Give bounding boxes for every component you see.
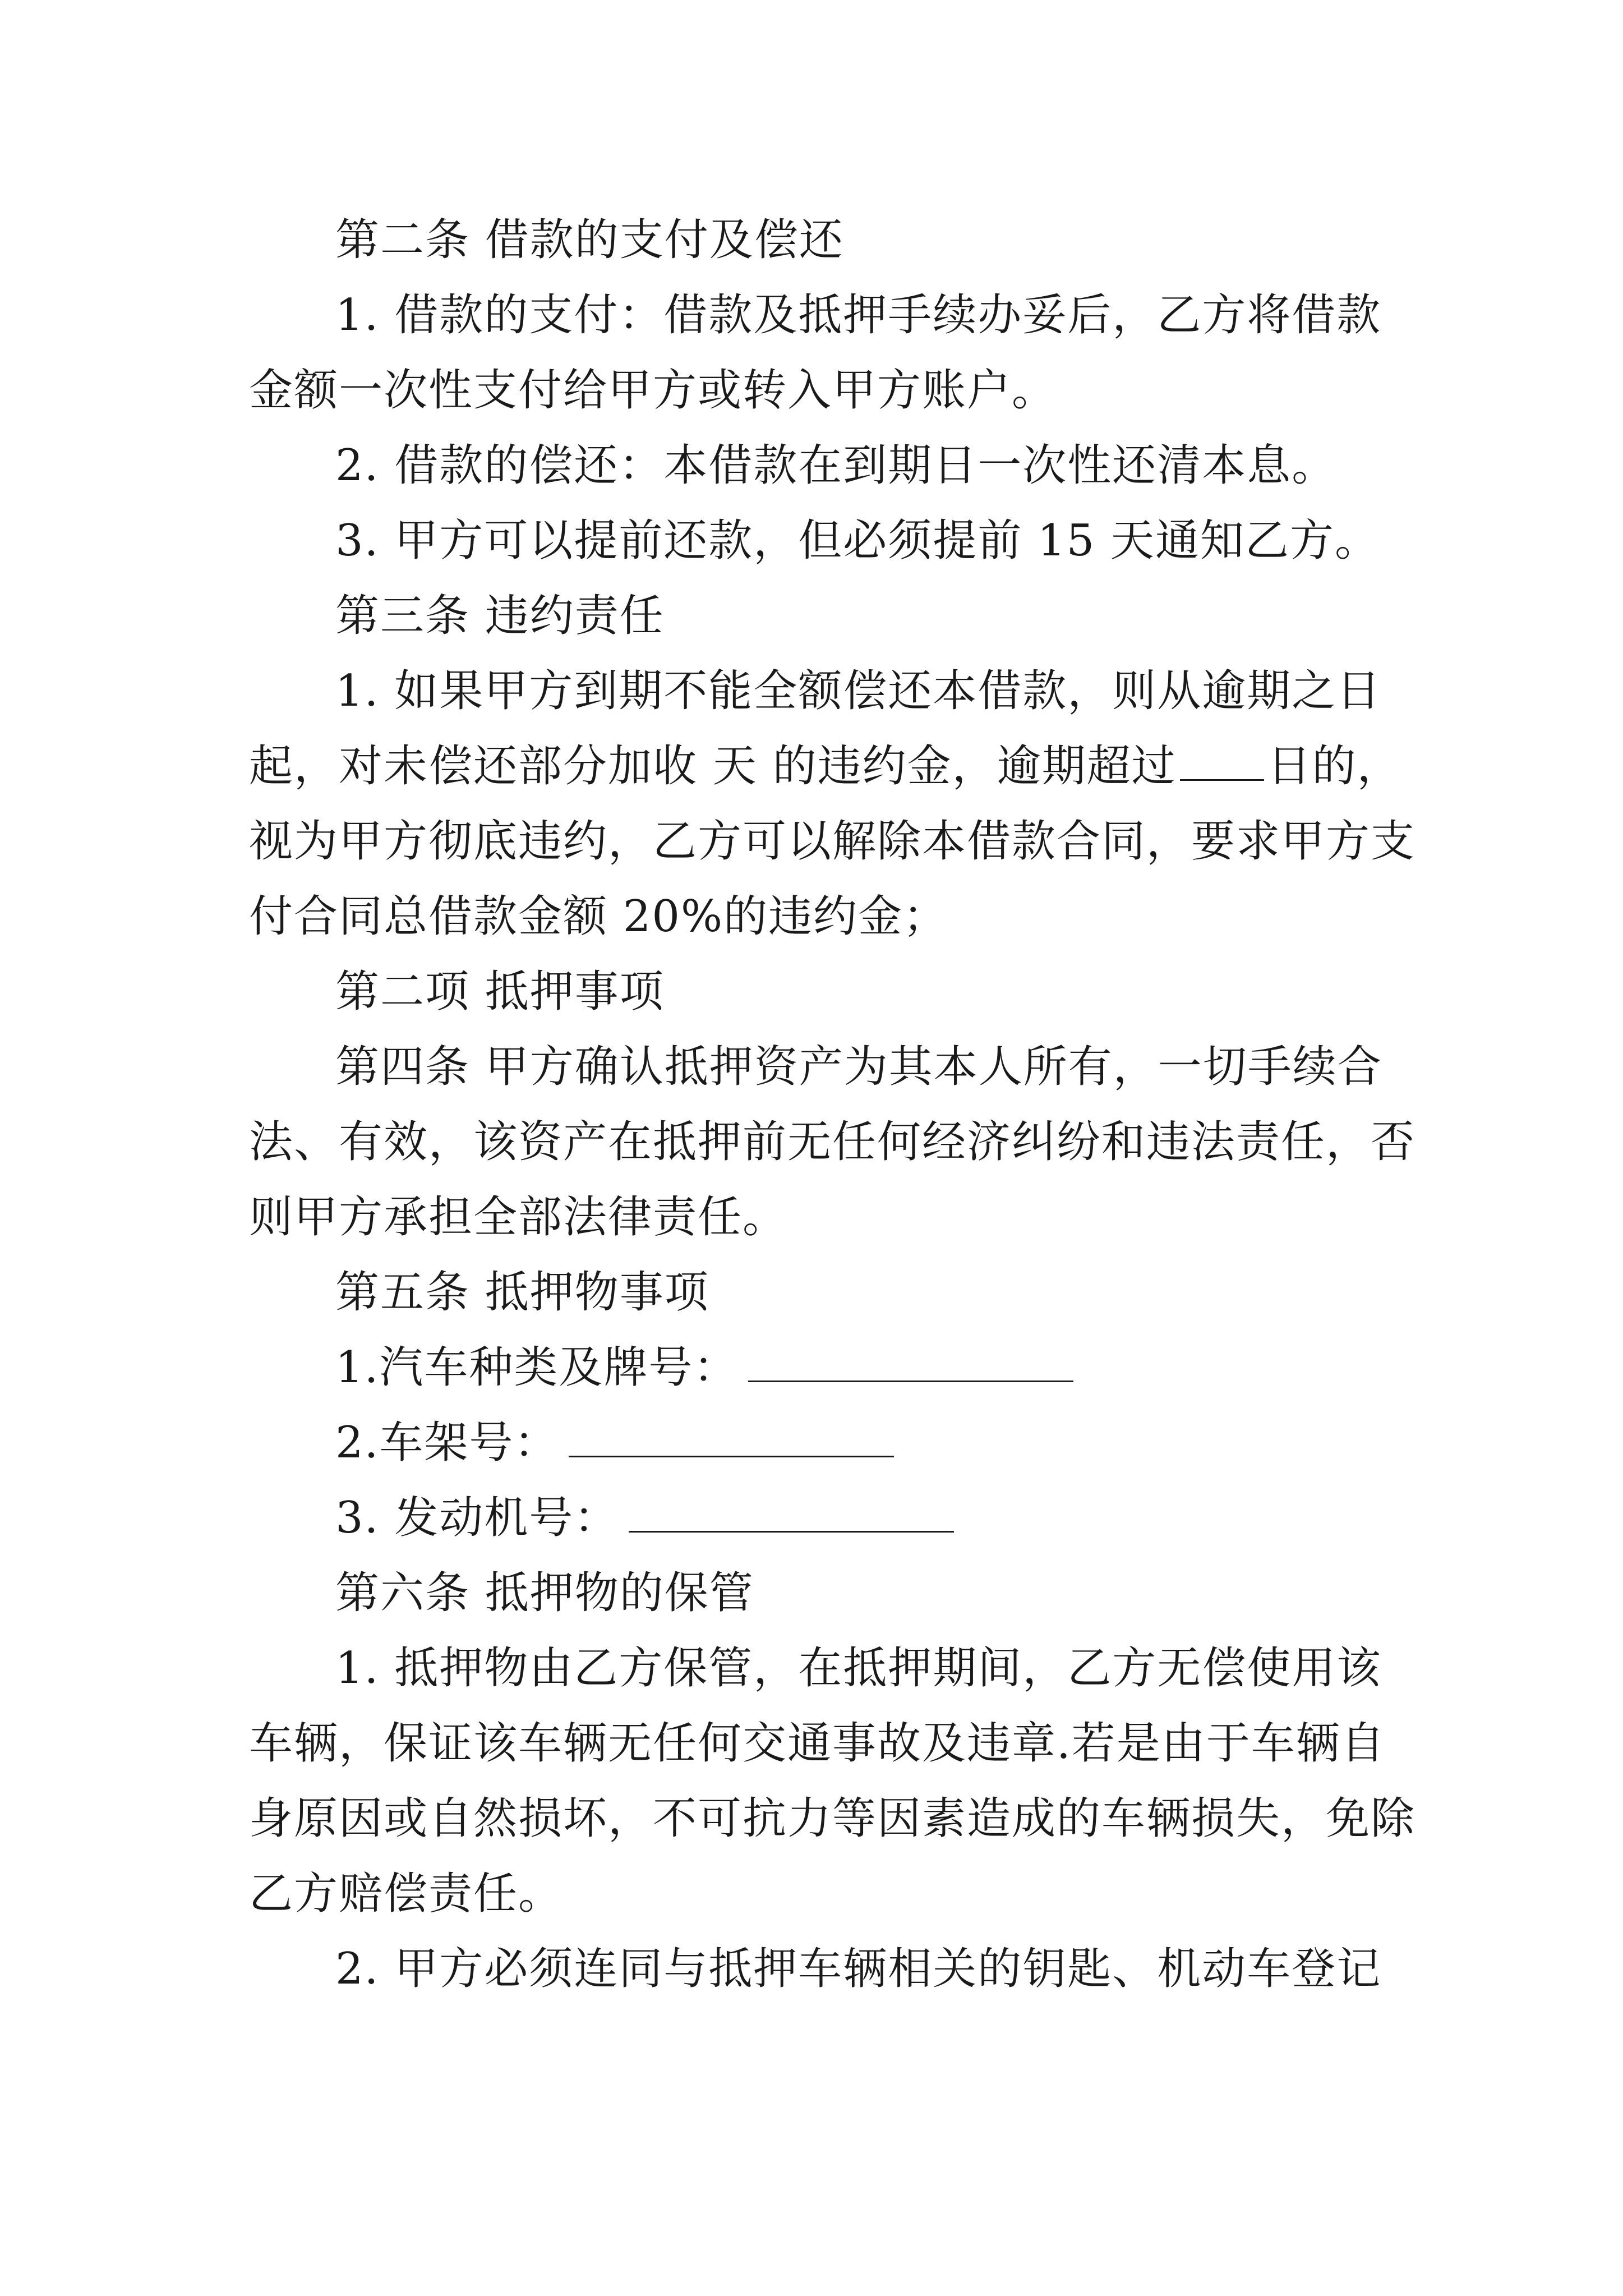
article-6-item-1-line-2: 车辆，保证该车辆无任何交通事故及违章.若是由于车辆自 <box>249 1718 1386 1769</box>
article-5-heading: 第五条 抵押物事项 <box>335 1267 709 1318</box>
article-6-item-1-line-4: 乙方赔偿责任。 <box>249 1869 564 1919</box>
frame-number-blank <box>569 1420 894 1457</box>
article-2-item-1-line-2: 金额一次性支付给甲方或转入甲方账户。 <box>249 365 1057 416</box>
article-4-line-2: 法、有效，该资产在抵押前无任何经济纠纷和违法责任，否 <box>249 1117 1416 1167</box>
article-2-item-1-line-1: 1. 借款的支付：借款及抵押手续办妥后，乙方将借款 <box>335 290 1382 341</box>
section-2-heading: 第二项 抵押事项 <box>335 967 665 1017</box>
car-type-plate-row <box>335 1340 1073 1396</box>
article-4-line-3: 则甲方承担全部法律责任。 <box>249 1192 788 1243</box>
article-3-line-2-text-b: 日的， <box>1267 741 1402 792</box>
article-3-item-1-line-3: 视为甲方彻底违约，乙方可以解除本借款合同，要求甲方支 <box>249 816 1416 867</box>
article-3-heading: 第三条 违约责任 <box>335 591 665 641</box>
article-6-item-1-line-1: 1. 抵押物由乙方保管，在抵押期间，乙方无偿使用该 <box>335 1643 1382 1694</box>
article-3-line-2-text-a: 起，对未偿还部分加收 天 的违约金，逾期超过 <box>249 741 1177 792</box>
car-type-plate-blank <box>748 1345 1073 1382</box>
article-6-item-1-line-3: 身原因或自然损坏，不可抗力等因素造成的车辆损失，免除 <box>249 1793 1416 1844</box>
article-3-item-1-line-2 <box>249 738 1402 794</box>
frame-number-row <box>335 1415 894 1471</box>
article-4-line-1: 第四条 甲方确认抵押资产为其本人所有，一切手续合 <box>335 1042 1382 1092</box>
article-6-item-2-line-1: 2. 甲方必须连同与抵押车辆相关的钥匙、机动车登记 <box>335 1944 1382 1994</box>
frame-number-label: 2.车架号： <box>335 1418 559 1468</box>
article-3-item-1-line-4: 付合同总借款金额 20%的违约金； <box>249 891 948 942</box>
engine-number-blank <box>629 1495 954 1533</box>
engine-number-row <box>335 1490 954 1546</box>
article-2-item-3: 3. 甲方可以提前还款，但必须提前 15 天通知乙方。 <box>335 516 1380 566</box>
overdue-days-blank <box>1180 743 1264 781</box>
car-type-plate-label: 1.汽车种类及牌号： <box>335 1342 739 1393</box>
article-6-heading: 第六条 抵押物的保管 <box>335 1568 754 1618</box>
article-2-item-2: 2. 借款的偿还：本借款在到期日一次性还清本息。 <box>335 440 1337 491</box>
engine-number-label: 3. 发动机号： <box>335 1493 619 1543</box>
article-3-item-1-line-1: 1. 如果甲方到期不能全额偿还本借款，则从逾期之日 <box>335 666 1382 716</box>
article-2-heading: 第二条 借款的支付及偿还 <box>335 215 844 265</box>
